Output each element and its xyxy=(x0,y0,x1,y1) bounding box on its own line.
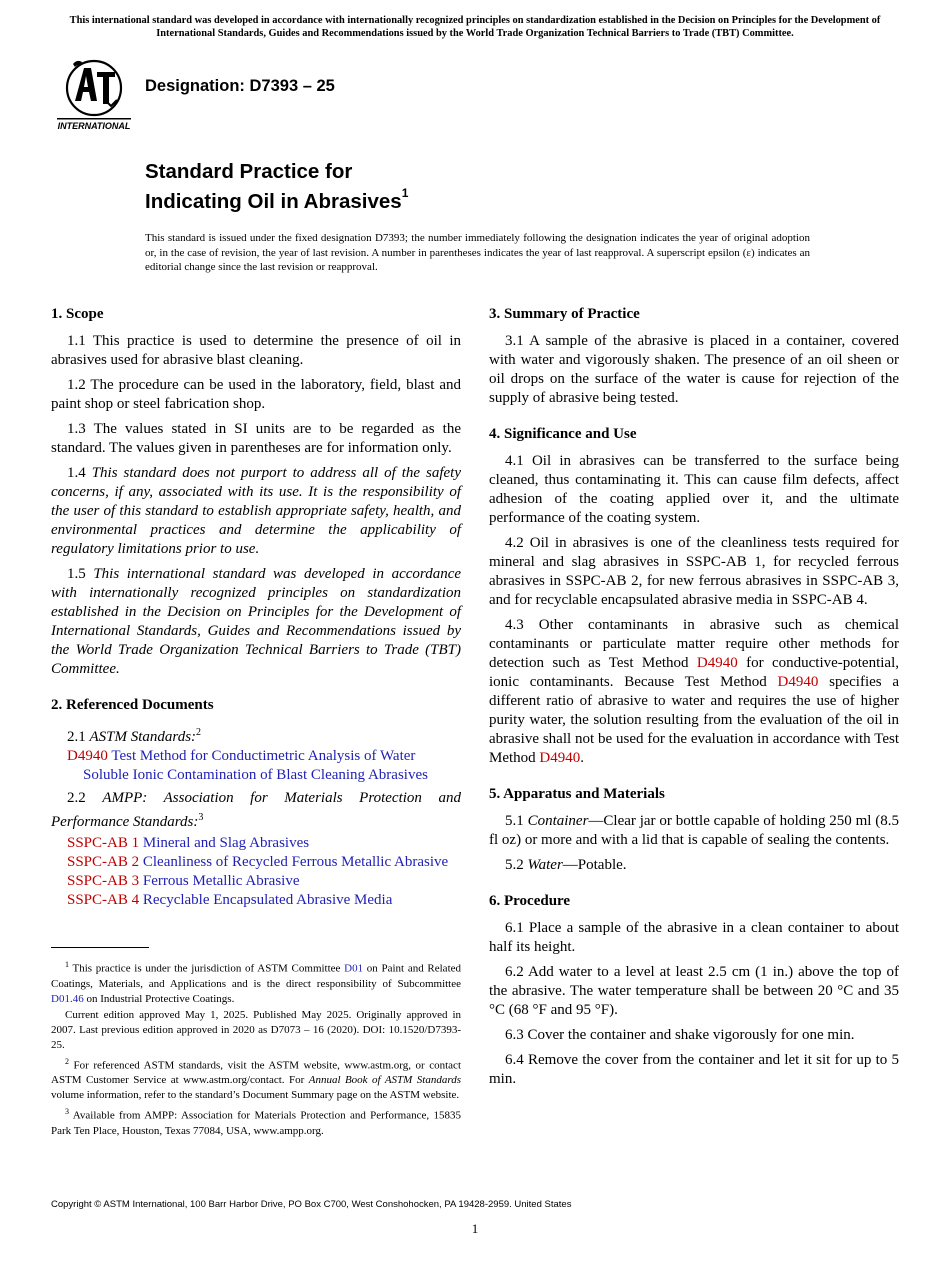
designation: Designation: D7393 – 25 xyxy=(145,77,335,95)
reference-code-link[interactable]: D4940 xyxy=(67,748,108,764)
paragraph xyxy=(489,616,899,768)
section-heading: 3. Summary of Practice xyxy=(489,306,640,322)
paragraph: 6.2 Add water to a level at least 2.5 cm (1 in.) above the top of the abrasive. The water temperature shall be between 20 °C and 35 °C (68 °F and 95 °F). xyxy=(489,964,899,1018)
section-summary xyxy=(489,305,899,408)
paragraph: 1.3 The values stated in SI units are to be regarded as the standard. The values given in parentheses are for information only. xyxy=(51,421,461,456)
section-apparatus xyxy=(489,785,899,875)
page-number: 1 xyxy=(471,1221,479,1236)
footnote: Current edition approved May 1, 2025. Published May 2025. Originally approved in 2007. Last previous edition approved in 2020 as D7073 – 16 (2020). DOI: 10.1520/D7393-25. xyxy=(51,1008,461,1051)
section-significance xyxy=(489,425,899,768)
footnote-mark: 3 xyxy=(65,1107,69,1117)
paragraph-text: for conductive-potential, ionic contaminants. Because Test Method xyxy=(489,655,900,690)
paragraph-number: 1.5 xyxy=(67,566,86,582)
astm-logo xyxy=(53,56,135,132)
paragraph-text: —Potable. xyxy=(562,857,627,873)
copyright: Copyright © ASTM International, 100 Barr Harbor Drive, PO Box C700, West Conshohocken, PA 19428-2959. United States xyxy=(51,1199,572,1210)
paragraph-text: This international standard was developed in accordance with internationally recognized principles on standardization established in the Decision on Principles for the Development of International Standards, Guides and Recommendations issued by the World Trade Organization Technical Barriers to Trade (TBT) Committee. xyxy=(51,566,462,677)
footnote-text: Annual Book of ASTM Standards xyxy=(308,1074,461,1087)
title-line-1: Standard Practice for xyxy=(145,160,353,183)
paragraph-text: AMPP: Association for Materials Protection and Performance Standards: xyxy=(51,790,461,830)
paragraph-number: 5.1 xyxy=(505,813,524,829)
paragraph: 6.4 Remove the cover from the container and let it sit for up to 5 min. xyxy=(489,1052,899,1087)
astm-logo-icon xyxy=(57,61,131,120)
paragraph xyxy=(51,565,461,679)
footnote-text: on Industrial Protective Coatings. xyxy=(83,992,235,1005)
footnote-text: For referenced ASTM standards, visit the ASTM website, www.astm.org, or contact ASTM Customer Service at www.astm.org/contact. For xyxy=(51,1059,461,1087)
d4940-link[interactable]: D4940 xyxy=(696,655,738,671)
footnote xyxy=(51,1104,461,1139)
reference-title-link[interactable]: Cleanliness of Recycled Ferrous Metallic Abrasive xyxy=(142,854,449,870)
section-heading: 6. Procedure xyxy=(489,893,571,909)
paragraph xyxy=(489,812,899,850)
footnote xyxy=(51,957,461,1007)
reference-title-link[interactable]: Recyclable Encapsulated Abrasive Media xyxy=(142,892,393,908)
reference-item xyxy=(51,872,461,891)
title-line-2-text: Indicating Oil in Abrasives xyxy=(145,189,402,213)
title-footnote-mark: 1 xyxy=(401,186,409,200)
section-procedure xyxy=(489,892,899,1089)
footnote-mark: 2 xyxy=(65,1056,69,1066)
footnote-mark: 2 xyxy=(196,727,202,738)
d4940-link[interactable]: D4940 xyxy=(539,750,581,766)
paragraph-number: 2.1 xyxy=(67,729,86,745)
header-notice: This international standard was developed in accordance with internationally recognized principles on standardization established in the Decision on Principles for the Development of International Standards, Guides and Recommendations issued by the World Trade Organization Technical Barriers to Trade (TBT) Committee. xyxy=(69,15,881,39)
paragraph-number: 1.4 xyxy=(67,465,86,481)
footnote-text: on Paint and Related Coatings, Materials, and Applications and is the direct responsibility of Subcommittee xyxy=(51,962,462,990)
reference-title-link[interactable]: Mineral and Slag Abrasives xyxy=(142,835,310,851)
paragraph-text: . xyxy=(580,750,585,766)
paragraph xyxy=(489,856,899,875)
reference-title-link[interactable]: Test Method for Conductimetric Analysis of Water Soluble Ionic Contamination of Blast Cleaning Abrasives xyxy=(83,748,428,783)
issue-note: This standard is issued under the fixed designation D7393; the number immediately following the designation indicates the year of original adoption or, in the case of revision, the year of last revision. A number in parentheses indicates the year of last reapproval. A superscript epsilon (ε) indicates an editorial change since the last revision or reapproval. xyxy=(145,232,810,274)
paragraph: 6.3 Cover the container and shake vigorously for one min. xyxy=(505,1027,855,1043)
paragraph: 4.1 Oil in abrasives can be transferred to the surface being cleaned, thus contaminating it. This can cause film defects, affect adhesion of the coating applied over it, and the ultimate performance of the coating system. xyxy=(489,453,899,526)
reference-item xyxy=(51,747,461,785)
paragraph-text: —Clear jar or bottle capable of holding 250 ml (8.5 fl oz) or more and with a lid that is capable of sealing the contents. xyxy=(489,813,899,848)
reference-item xyxy=(51,834,461,853)
document-title xyxy=(145,160,408,214)
footnote-text: Available from AMPP: Association for Materials Protection and Performance, 15835 Park Ten Place, Houston, Texas 77084, USA, www.ampp.org. xyxy=(51,1109,461,1137)
left-column xyxy=(51,305,461,927)
footnote-mark: 1 xyxy=(65,960,69,969)
paragraph: 6.1 Place a sample of the abrasive in a clean container to about half its height. xyxy=(489,920,899,955)
footnote-mark: 3 xyxy=(198,812,204,823)
section-heading: 4. Significance and Use xyxy=(489,426,637,442)
right-column xyxy=(489,305,899,1106)
paragraph: 1.1 This practice is used to determine the presence of oil in abrasives used for abrasive blast cleaning. xyxy=(51,333,461,368)
paragraph-number: 2.2 xyxy=(67,790,86,806)
section-heading: 5. Apparatus and Materials xyxy=(489,786,665,802)
committee-link[interactable]: D01 xyxy=(344,962,364,975)
paragraph-text: ASTM Standards: xyxy=(89,729,197,745)
term: Water xyxy=(527,857,563,873)
paragraph: 3.1 A sample of the abrasive is placed in a container, covered with water and vigorously shaken. The presence of an oil sheen or oil drops on the surface of the water is cause for rejection of the supply of abrasive being tested. xyxy=(489,333,899,406)
section-scope xyxy=(51,305,461,679)
paragraph: 1.2 The procedure can be used in the laboratory, field, blast and paint shop or steel fabrication shop. xyxy=(51,377,461,412)
section-heading: 2. Referenced Documents xyxy=(51,697,214,713)
paragraph xyxy=(51,723,461,747)
reference-item xyxy=(51,891,461,910)
section-referenced-documents xyxy=(51,696,461,910)
reference-code-link[interactable]: SSPC-AB 1 xyxy=(67,835,140,851)
reference-title-link[interactable]: Ferrous Metallic Abrasive xyxy=(142,873,300,889)
footnote-divider xyxy=(51,947,149,948)
paragraph: 4.2 Oil in abrasives is one of the cleanliness tests required for mineral and slag abrasives in SSPC-AB 1, for recycled ferrous abrasives in SSPC-AB 2, for new ferrous abrasives in SSPC-AB 3, and for recyclable encapsulated abrasive media in SSPC-AB 4. xyxy=(489,535,899,608)
footnote-text: This practice is under the jurisdiction of ASTM Committee xyxy=(69,962,345,975)
reference-code-link[interactable]: SSPC-AB 2 xyxy=(67,854,140,870)
paragraph-text: 4.3 Other contaminants in abrasive such as chemical contaminants or particulate matter require other methods for detection such as Test Method xyxy=(489,617,899,671)
paragraph-text: This standard does not purport to address all of the safety concerns, if any, associated with its use. It is the responsibility of the user of this standard to establish appropriate safety, health, and environmental practices and determine the applicability of regulatory limitations prior to use. xyxy=(51,465,462,557)
footnotes xyxy=(51,957,461,1140)
term: Container xyxy=(527,813,589,829)
footnote xyxy=(51,1054,461,1104)
paragraph xyxy=(51,464,461,559)
footnote-text: volume information, refer to the standard’s Document Summary page on the ASTM website. xyxy=(51,1089,460,1102)
logo-text: INTERNATIONAL xyxy=(57,121,131,131)
reference-item xyxy=(51,853,461,872)
section-heading: 1. Scope xyxy=(51,306,104,322)
subcommittee-link[interactable]: D01.46 xyxy=(51,992,84,1005)
paragraph-text: specifies a different ratio of abrasive to water and requires the use of higher purity water, the solution resulting from the evaluation of the oil in abrasive shall not be used for the evaluation in accordance with Test Method xyxy=(489,674,899,766)
reference-code-link[interactable]: SSPC-AB 3 xyxy=(67,873,140,889)
reference-code-link[interactable]: SSPC-AB 4 xyxy=(67,892,140,908)
paragraph-number: 5.2 xyxy=(505,857,524,873)
paragraph xyxy=(51,789,461,832)
title-line-2 xyxy=(145,184,408,214)
d4940-link[interactable]: D4940 xyxy=(777,674,819,690)
